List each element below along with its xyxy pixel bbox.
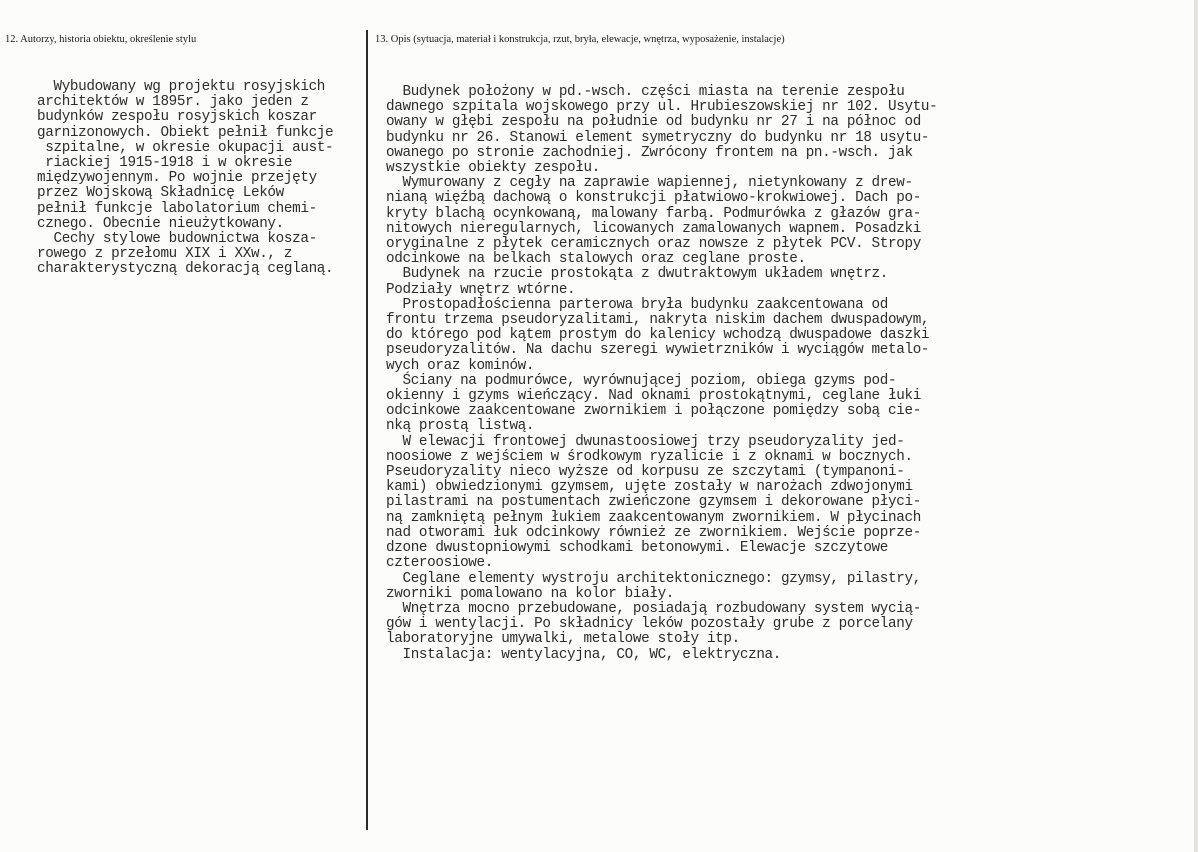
text-line: szpitalne, w okresie okupacji aust- bbox=[37, 139, 334, 156]
description-text-column bbox=[386, 85, 1196, 663]
text-line: przez Wojskową Składnicę Leków bbox=[37, 185, 284, 202]
text-line: W elewacji frontowej dwunastoosiowej trzy pseudoryzality jed- bbox=[386, 433, 905, 450]
text-line: nad otworami łuk odcinkowy również ze zwornikiem. Wejście poprze- bbox=[386, 524, 921, 541]
text-line: Wnętrza mocno przebudowane, posiadają rozbudowany system wycią- bbox=[386, 600, 921, 617]
text-line: zworniki pomalowano na kolor biały. bbox=[386, 585, 675, 602]
text-line: budynku nr 26. Stanowi element symetryczny do budynku nr 18 usytu- bbox=[386, 129, 930, 146]
text-line: Budynek na rzucie prostokąta z dwutraktowym układem wnętrz. bbox=[386, 266, 889, 283]
text-line: Instalacja: wentylacyjna, CO, WC, elektryczna. bbox=[386, 646, 782, 663]
description-paragraph bbox=[386, 176, 1196, 267]
description-paragraph bbox=[386, 374, 1196, 435]
description-paragraph bbox=[386, 602, 1196, 648]
history-paragraph bbox=[37, 80, 371, 232]
description-paragraph bbox=[386, 267, 1196, 297]
description-paragraph bbox=[386, 85, 1196, 176]
text-line: Budynek położony w pd.-wsch. części miasta na terenie zespołu bbox=[386, 84, 905, 100]
description-paragraph bbox=[386, 572, 1196, 602]
text-line: wych oraz kominów. bbox=[386, 357, 535, 374]
text-line: charakterystyczną dekoracją ceglaną. bbox=[37, 261, 334, 278]
description-paragraph bbox=[386, 435, 1196, 572]
text-line: frontu trzema pseudoryzalitami, nakryta niskim dachem dwuspadowym, bbox=[386, 312, 930, 329]
text-line: architektów w 1895r. jako jeden z bbox=[37, 94, 309, 111]
text-line: czteroosiowe. bbox=[386, 555, 493, 572]
text-line: gów i wentylacji. Po składnicy leków pozostały grube z porcelany bbox=[386, 616, 913, 633]
text-line: odcinkowe na belkach stalowych oraz ceglane proste. bbox=[386, 251, 806, 268]
text-line: do którego pod kątem prostym do kalenicy wchodzą dwuspadowe daszki bbox=[386, 327, 930, 344]
text-line: noosiowe z wejściem w środkowym ryzalicie i z oknami w bocznych. bbox=[386, 448, 913, 465]
text-line: nianą więźbą dachową o konstrukcji płatwiowo-krokwiowej. Dach po- bbox=[386, 190, 921, 207]
text-line: cznego. Obecnie nieużytkowany. bbox=[37, 215, 284, 232]
text-line: Podziały wnętrz wtórne. bbox=[386, 281, 576, 298]
history-text-column bbox=[37, 80, 371, 278]
text-line: wszystkie obiekty zespołu. bbox=[386, 160, 600, 177]
text-line: Wymurowany z cegły na zaprawie wapiennej, nietynkowany z drew- bbox=[386, 175, 913, 192]
text-line: budynków zespołu rosyjskich koszar bbox=[37, 109, 317, 126]
text-line: Prostopadłościenna parterowa bryła budynku zaakcentowana od bbox=[386, 296, 889, 313]
text-line: rowego z przełomu XIX i XXw., z bbox=[37, 246, 293, 263]
text-line: pilastrami na postumentach zwieńczone gzymsem i dekorowane płyci- bbox=[386, 494, 921, 511]
text-line: Ściany na podmurówce, wyrównującej poziom, obiega gzyms pod- bbox=[386, 372, 897, 389]
text-line: pseudoryzalitów. Na dachu szeregi wywietrzników i wyciągów metalo- bbox=[386, 342, 930, 359]
text-line: kryty blachą ocynkowaną, malowany farbą. Podmurówka z głazów gra- bbox=[386, 205, 921, 222]
text-line: Pseudoryzality nieco wyższe od korpusu ze szczytami (tympanoni- bbox=[386, 464, 905, 481]
history-paragraph bbox=[37, 232, 371, 278]
text-line: Ceglane elementy wystroju architektonicznego: gzymsy, pilastry, bbox=[386, 570, 921, 587]
text-line: kami) obwiedzionymi gzymsem, ujęte zostały w narożach zdwojonymi bbox=[386, 479, 913, 496]
text-line: garnizonowych. Obiekt pełnił funkcje bbox=[37, 124, 334, 141]
text-line: odcinkowe zaakcentowane zwornikiem i połączone pomiędzy sobą cie- bbox=[386, 403, 921, 420]
text-line: dzone dwustopniowymi schodkami betonowymi. Elewacje szczytowe bbox=[386, 540, 889, 557]
text-line: oryginalne z płytek ceramicznych oraz nowsze z płytek PCV. Stropy bbox=[386, 236, 921, 253]
text-line: pełnił funkcje labolatorium chemi- bbox=[37, 200, 317, 217]
text-line: Cechy stylowe budownictwa kosza- bbox=[37, 231, 317, 248]
text-line: owany w głębi zespołu na południe od budynku nr 27 i na północ od bbox=[386, 114, 921, 131]
text-line: nitowych nieregularnych, licowanych zamalowanych wapnem. Posadzki bbox=[386, 220, 921, 237]
text-line: dawnego szpitala wojskowego przy ul. Hrubieszowskiej nr 102. Usytu- bbox=[386, 99, 938, 116]
description-paragraph bbox=[386, 648, 1196, 663]
text-line: międzywojennym. Po wojnie przejęty bbox=[37, 170, 317, 187]
text-line: Wybudowany wg projektu rosyjskich bbox=[37, 79, 326, 95]
section-12-heading: 12. Autorzy, historia obiektu, określenie stylu bbox=[5, 34, 197, 45]
text-line: laboratoryjne umywalki, metalowe stoły itp. bbox=[386, 631, 740, 648]
description-paragraph bbox=[386, 298, 1196, 374]
text-line: nką prostą listwą. bbox=[386, 418, 535, 435]
text-line: ną zamkniętą pełnym łukiem zaakcentowanym zwornikiem. W płycinach bbox=[386, 509, 921, 526]
text-line: riackiej 1915-1918 i w okresie bbox=[37, 155, 293, 172]
section-13-heading: 13. Opis (sytuacja, materiał i konstrukcja, rzut, bryła, elewacje, wnętrza, wyposażenie, instalacje) bbox=[375, 34, 785, 45]
text-line: owanego po stronie zachodniej. Zwrócony frontem na pn.-wsch. jak bbox=[386, 144, 913, 161]
text-line: okienny i gzyms wieńczący. Nad oknami prostokątnymi, ceglane łuki bbox=[386, 388, 921, 405]
